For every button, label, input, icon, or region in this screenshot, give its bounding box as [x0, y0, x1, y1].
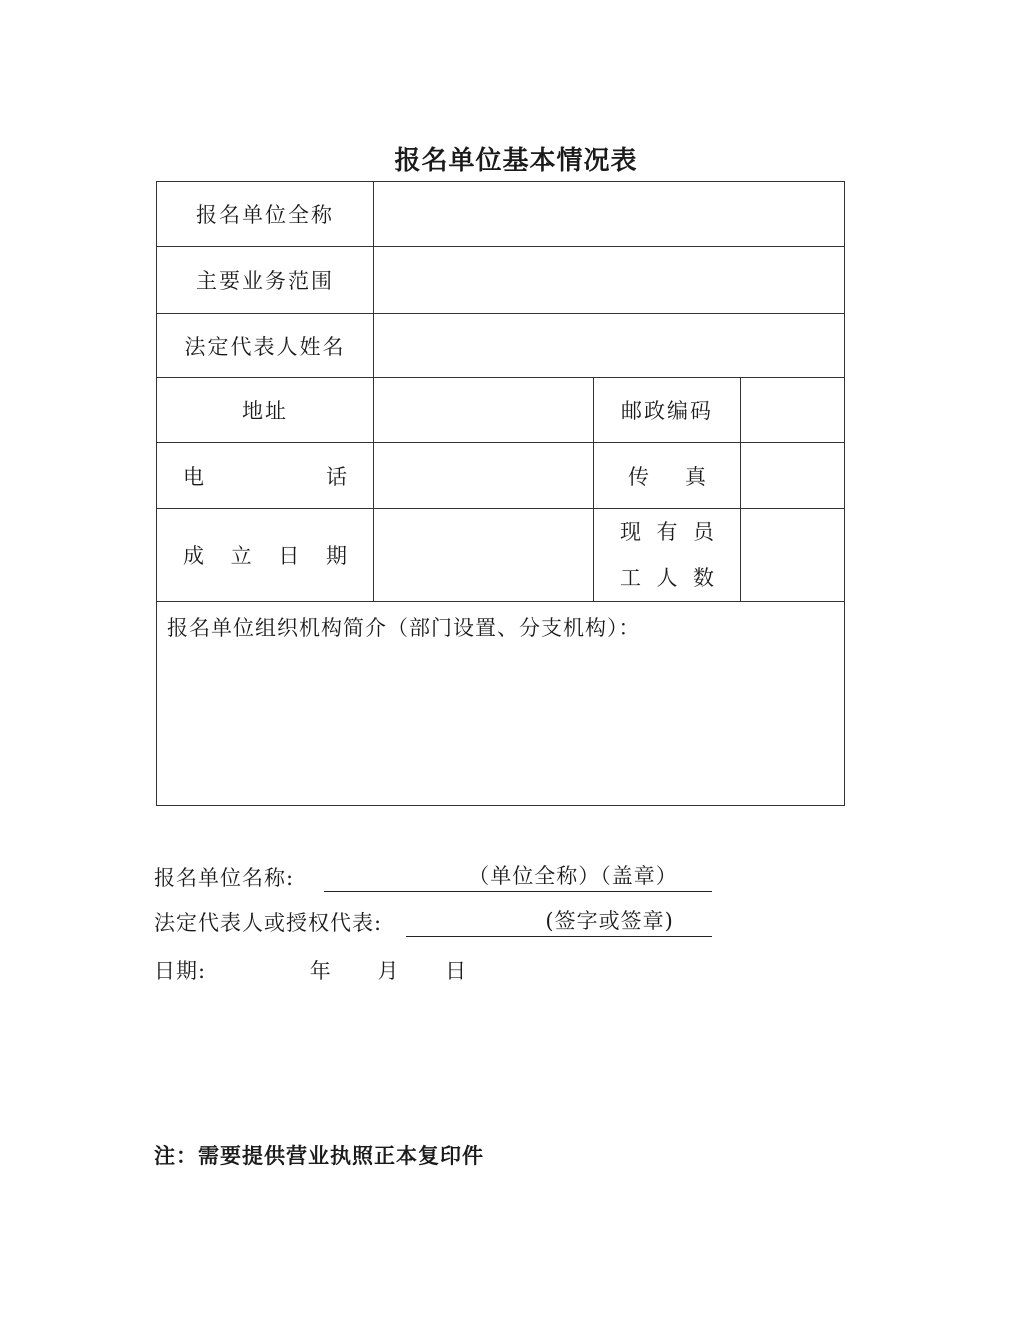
org-info-table	[156, 181, 845, 806]
staff-count-field[interactable]	[741, 509, 845, 602]
postcode-field[interactable]	[741, 378, 845, 443]
fax-field[interactable]	[741, 443, 845, 509]
org-structure-intro-label: 报名单位组织机构简介（部门设置、分支机构）：	[167, 616, 641, 640]
address-field[interactable]	[374, 378, 594, 443]
fax-label	[594, 443, 741, 509]
org-full-name-field[interactable]	[374, 182, 845, 247]
date-label: 日期:	[154, 959, 207, 983]
founded-label-char: 日	[278, 544, 300, 568]
legal-rep-label: 法定代表人姓名	[157, 314, 374, 378]
staff-label-char: 现	[620, 520, 641, 544]
staff-label-char: 人	[656, 566, 678, 590]
org-name-signature-line	[154, 862, 712, 892]
staff-count-label	[594, 509, 741, 602]
staff-label-char: 数	[693, 566, 714, 590]
founded-date-label	[157, 509, 374, 602]
phone-field[interactable]	[374, 443, 594, 509]
postcode-label: 邮政编码	[594, 378, 741, 443]
founded-label-char: 期	[325, 544, 347, 568]
fax-label-char: 传	[628, 464, 649, 489]
date-line	[154, 955, 467, 985]
legal-rep-signature-line	[154, 907, 712, 937]
founded-date-field[interactable]	[374, 509, 594, 602]
main-business-field[interactable]	[374, 247, 845, 314]
date-year: 年	[309, 959, 332, 983]
phone-label-char: 电	[183, 464, 204, 489]
page-title: 报名单位基本情况表	[394, 146, 638, 176]
legal-rep-signature-field[interactable]	[406, 908, 712, 937]
founded-label-char: 立	[230, 544, 252, 568]
org-name-signature-label: 报名单位名称:	[154, 866, 295, 890]
legal-rep-signature-label: 法定代表人或授权代表:	[154, 911, 383, 935]
date-month: 月	[377, 959, 400, 983]
date-day: 日	[445, 959, 468, 983]
fax-label-char: 真	[685, 464, 706, 489]
main-business-label: 主要业务范围	[157, 247, 374, 314]
org-full-name-label: 报名单位全称	[157, 182, 374, 247]
staff-label-char: 员	[693, 520, 714, 544]
footnote: 注：需要提供营业执照正本复印件	[154, 1143, 484, 1168]
legal-rep-field[interactable]	[374, 314, 845, 378]
phone-label-char: 话	[326, 464, 347, 489]
founded-label-char: 成	[183, 544, 204, 568]
legal-rep-signature-hint: (签字或签章)	[545, 909, 674, 933]
phone-label	[157, 443, 374, 509]
org-name-signature-field[interactable]	[324, 863, 712, 892]
org-structure-intro[interactable]	[157, 602, 845, 806]
org-name-signature-hint: （单位全称）（盖章）	[468, 864, 678, 888]
staff-label-char: 工	[620, 566, 641, 590]
staff-label-char: 有	[656, 520, 678, 544]
address-label: 地址	[157, 378, 374, 443]
